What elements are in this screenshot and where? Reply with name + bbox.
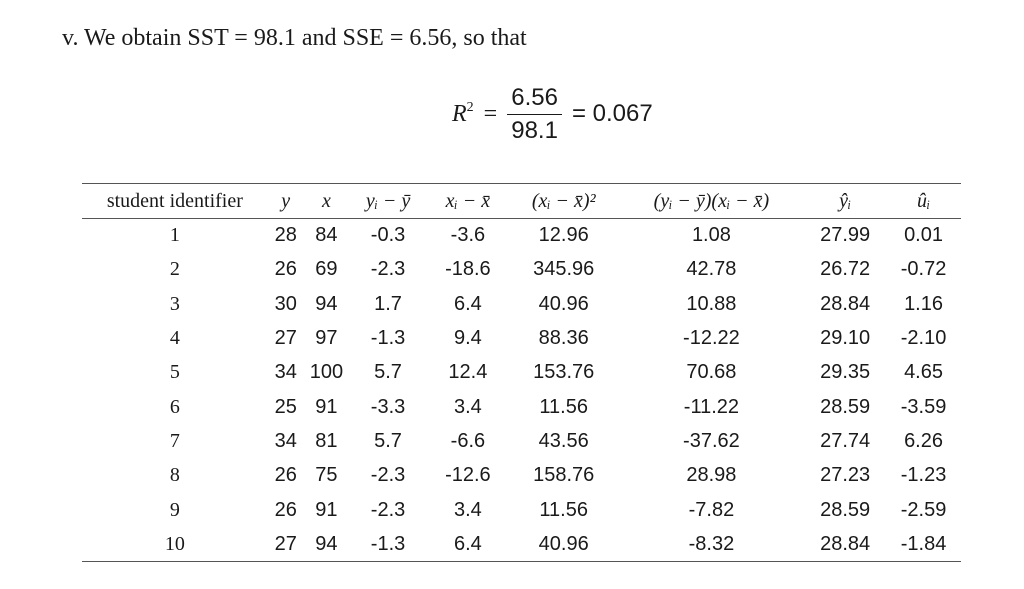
cell-y-deviation: -3.3 — [370, 395, 406, 418]
cell-cross-product: -11.22 — [683, 395, 740, 418]
cell-x: 97 — [315, 327, 338, 350]
cell-x-deviation: -18.6 — [445, 258, 491, 281]
cell-student-id: 5 — [169, 361, 180, 384]
header-y-deviation: yᵢ − ȳ — [349, 184, 427, 219]
cell-x-deviation-squared: 40.96 — [509, 527, 619, 561]
header-x: x — [304, 184, 349, 219]
cell-x: 100 — [309, 361, 344, 384]
cell-u-hat: 0.01 — [904, 224, 943, 247]
cell-x: 91 — [315, 395, 338, 418]
cell-u-hat: -0.72 — [900, 258, 947, 281]
cell-x: 94 — [315, 292, 338, 315]
table-row — [82, 321, 961, 355]
cell-y: 28 — [274, 224, 297, 247]
cell-x-deviation: -3.6 — [450, 224, 486, 247]
r-squared-equation — [452, 82, 653, 146]
cell-x-deviation: 6.4 — [453, 292, 482, 315]
cell-cross-product: 70.68 — [686, 361, 737, 384]
table-row — [82, 424, 961, 458]
cell-x: 75 — [315, 464, 338, 487]
cell-student-id: 8 — [169, 464, 180, 487]
equation-equals: = — [483, 100, 498, 127]
cell-x-deviation: 6.4 — [427, 527, 509, 561]
header-u-hat: ûᵢ — [886, 184, 961, 219]
cell-y-deviation: -2.3 — [370, 258, 406, 281]
cell-y: 34 — [274, 429, 297, 452]
header-x-deviation-squared: (xᵢ − x̄)² — [509, 184, 619, 219]
cell-y-deviation: 5.7 — [374, 361, 402, 384]
equation-lhs-symbol: R — [452, 101, 467, 127]
cell-y-deviation: -1.3 — [370, 327, 406, 350]
cell-cross-product: -7.82 — [688, 498, 735, 521]
cell-x-deviation-squared: 11.56 — [539, 395, 588, 418]
table-row — [82, 356, 961, 390]
cell-cross-product: -12.22 — [683, 327, 740, 350]
cell-y-hat: 28.84 — [820, 292, 871, 315]
cell-x-deviation-squared: 40.96 — [538, 292, 589, 315]
cell-y-hat: 29.10 — [820, 327, 871, 350]
cell-x-deviation-squared: 153.76 — [533, 361, 595, 384]
cell-x-deviation: 3.4 — [453, 395, 482, 418]
table-row — [82, 253, 961, 287]
cell-student-id: 10 — [82, 527, 268, 561]
table-row — [82, 459, 961, 493]
cell-x-deviation: 9.4 — [453, 327, 482, 350]
equation-lhs — [452, 100, 474, 128]
cell-x-deviation-squared: 345.96 — [533, 258, 595, 281]
cell-student-id: 4 — [169, 327, 180, 350]
header-x-deviation: xᵢ − x̄ — [427, 184, 509, 219]
cell-x-deviation-squared: 88.36 — [538, 327, 589, 350]
cell-x-deviation-squared: 43.56 — [538, 429, 589, 452]
fraction-numerator: 6.56 — [507, 84, 562, 115]
cell-student-id: 6 — [169, 395, 180, 418]
cell-x: 81 — [315, 429, 338, 452]
cell-y-deviation: 1.7 — [374, 292, 402, 315]
cell-x-deviation: 3.4 — [453, 498, 482, 521]
cell-student-id: 1 — [169, 224, 180, 247]
cell-y-deviation: 5.7 — [374, 429, 402, 452]
cell-cross-product: 10.88 — [686, 292, 737, 315]
cell-student-id: 7 — [169, 429, 180, 452]
cell-student-id: 9 — [169, 498, 180, 521]
cell-y-hat: 27.23 — [820, 464, 871, 487]
cell-y-hat: 27.74 — [820, 429, 871, 452]
cell-y-hat: 29.35 — [820, 361, 871, 384]
cell-y: 26 — [274, 464, 297, 487]
cell-student-id: 3 — [169, 292, 180, 315]
cell-y: 27 — [268, 527, 304, 561]
cell-y: 26 — [274, 258, 297, 281]
cell-u-hat: 6.26 — [904, 429, 943, 452]
cell-u-hat: 4.65 — [904, 361, 943, 384]
table-header-row — [82, 184, 961, 219]
cell-y-hat: 27.99 — [820, 224, 871, 247]
table-row — [82, 287, 961, 321]
cell-y: 27 — [274, 327, 297, 350]
cell-u-hat: -2.59 — [900, 498, 947, 521]
cell-x-deviation-squared: 11.56 — [539, 498, 588, 521]
table-row — [82, 390, 961, 424]
cell-x: 84 — [315, 224, 338, 247]
cell-cross-product: 28.98 — [686, 464, 737, 487]
cell-y-hat: 28.59 — [820, 498, 871, 521]
cell-y-deviation: -1.3 — [349, 527, 427, 561]
cell-x-deviation-squared: 12.96 — [538, 224, 589, 247]
header-y: y — [268, 184, 304, 219]
intro-text: v. We obtain SST = 98.1 and SSE = 6.56, so that — [62, 25, 527, 51]
cell-y-hat: 26.72 — [820, 258, 871, 281]
cell-x: 91 — [315, 498, 338, 521]
cell-y: 30 — [274, 292, 297, 315]
cell-cross-product: 42.78 — [686, 258, 737, 281]
equation-fraction — [507, 84, 562, 145]
cell-x-deviation: -6.6 — [450, 429, 486, 452]
cell-u-hat: -3.59 — [900, 395, 947, 418]
header-y-hat: ŷᵢ — [804, 184, 886, 219]
equation-result: = 0.067 — [571, 100, 653, 127]
header-student-identifier: student identifier — [82, 184, 268, 219]
cell-u-hat: -1.23 — [900, 464, 947, 487]
cell-u-hat: 1.16 — [904, 292, 943, 315]
cell-cross-product: 1.08 — [691, 224, 731, 247]
fraction-denominator: 98.1 — [511, 116, 558, 144]
cell-cross-product: -37.62 — [683, 429, 740, 452]
cell-y-deviation: -2.3 — [370, 464, 406, 487]
cell-x-deviation-squared: 158.76 — [533, 464, 595, 487]
cell-u-hat: -1.84 — [886, 527, 961, 561]
cell-student-id: 2 — [169, 258, 180, 281]
header-cross-product: (yᵢ − ȳ)(xᵢ − x̄) — [619, 184, 805, 219]
equation-lhs-superscript: 2 — [466, 100, 474, 115]
table-row — [82, 527, 961, 561]
cell-y-hat: 28.84 — [804, 527, 886, 561]
cell-y: 26 — [274, 498, 297, 521]
cell-cross-product: -8.32 — [619, 527, 805, 561]
cell-u-hat: -2.10 — [900, 327, 947, 350]
cell-y-deviation: -2.3 — [370, 498, 406, 521]
cell-x-deviation: 12.4 — [448, 361, 488, 384]
cell-y: 25 — [274, 395, 297, 418]
cell-y-hat: 28.59 — [820, 395, 871, 418]
table-row — [82, 493, 961, 527]
cell-x: 94 — [304, 527, 349, 561]
table-row — [82, 219, 961, 253]
cell-y: 34 — [274, 361, 297, 384]
cell-x: 69 — [315, 258, 338, 281]
cell-x-deviation: -12.6 — [445, 464, 491, 487]
cell-y-deviation: -0.3 — [370, 224, 406, 247]
regression-table — [82, 183, 961, 562]
